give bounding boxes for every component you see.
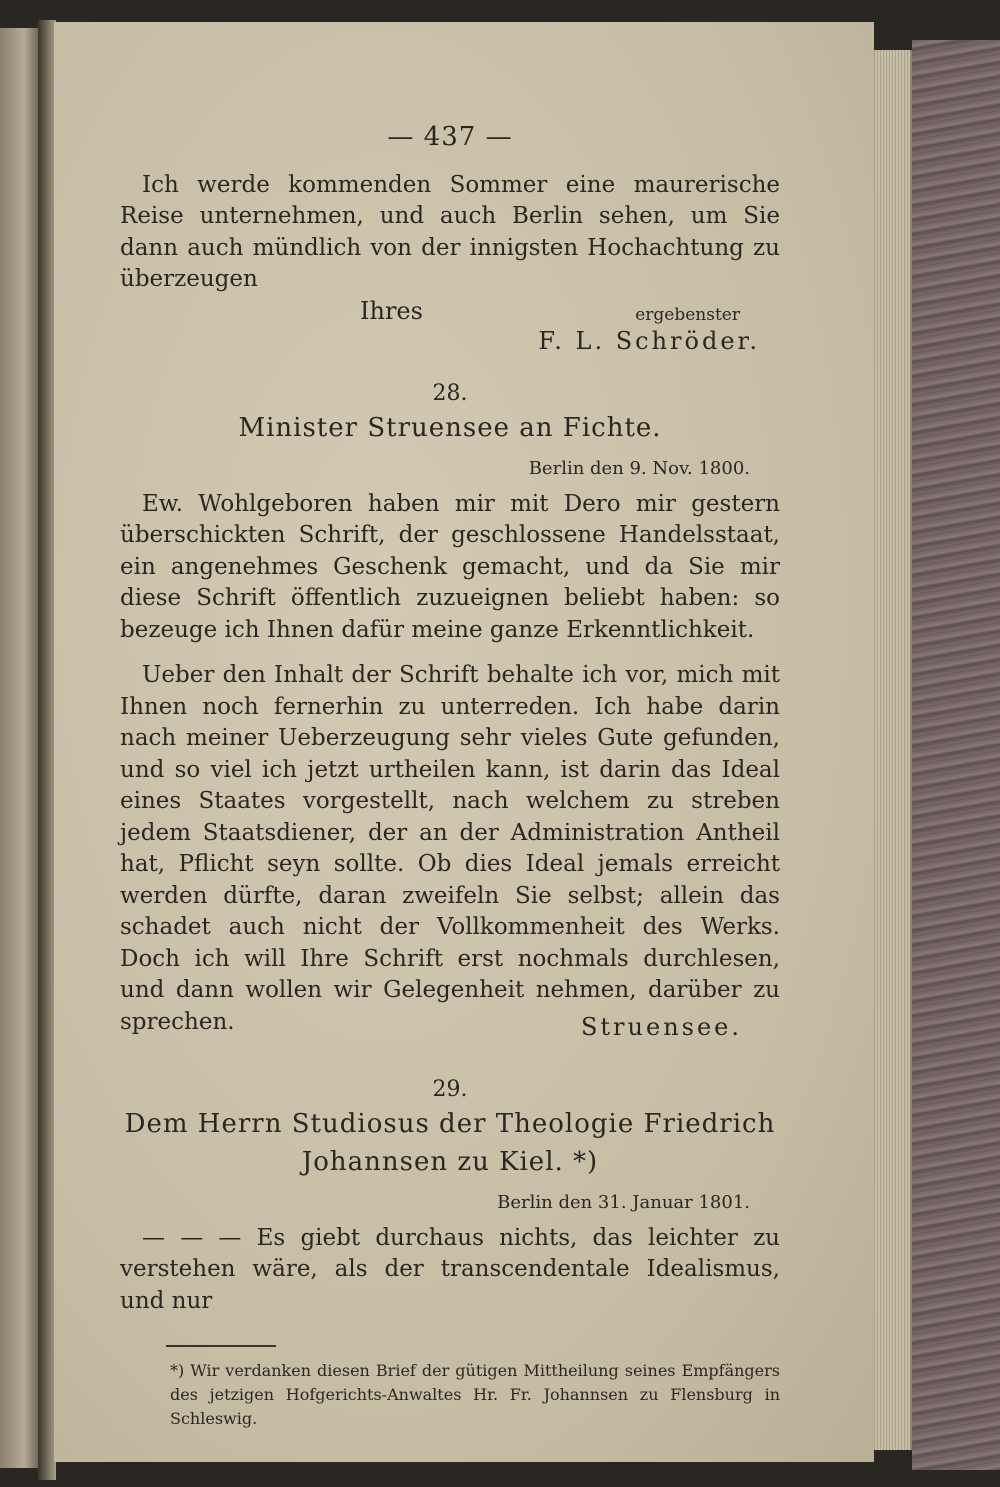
footnote: *) Wir verdanken diesen Brief der gütigen Mittheilung seines Empfängers des jetzigen Hofgerichts-Anwaltes Hr. Fr. Johannsen zu Flensburg in Schleswig.: [170, 1361, 780, 1428]
letter-28-paragraph-2: Ueber den Inhalt der Schrift behalte ich vor, mich mit Ihnen noch fernerhin zu unterreden. Ich habe darin nach meiner Ueberzeugung sehr vieles Gute gefunden, und so viel ich jetzt urtheilen kann, ist darin das Ideal eines Staates vorgestellt, nach welchem zu streben jedem Staatsdiener, der an der Administration Antheil hat, Pflicht seyn sollte. Ob dies Ideal jemals erreicht werden dürfte, daran zweifeln Sie selbst; allein das schadet auch nicht der Vollkommenheit des Werks. Doch ich will Ihre Schrift erst nochmals durchlesen, und dann wollen wir Gelegenheit nehmen, darüber zu sprechen.: [120, 662, 780, 1035]
letter-28-number: 28.: [432, 380, 468, 406]
letter-29-body: — — — Es giebt durchaus nichts, das leichter zu verstehen wäre, als der transcendentale Idealismus, und nur: [120, 1224, 780, 1314]
closing-ergebenster: ergebenster: [635, 304, 740, 325]
footnote-rule: [166, 1345, 276, 1347]
book-page: [54, 22, 874, 1462]
letter-28-date: Berlin den 9. Nov. 1800.: [528, 458, 750, 479]
letter-28-heading: Minister Struensee an Fichte.: [238, 413, 662, 443]
letter-27-signature: F. L. Schröder.: [538, 326, 760, 355]
letter-29-heading-line-1: Dem Herrn Studiosus der Theologie Friedrich: [124, 1109, 776, 1139]
page-edges: [872, 50, 913, 1450]
book-cover: [912, 40, 1000, 1470]
letter-28-paragraph-1: Ew. Wohlgeboren haben mir mit Dero mir gestern überschickten Schrift, der geschlossene Handelsstaat, ein angenehmes Geschenk gemacht, und da Sie mir diese Schrift öffentlich zuzueignen beliebt haben: so bezeuge ich Ihnen dafür meine ganze Erkenntlichkeit.: [120, 490, 780, 643]
letter-29-date: Berlin den 31. Januar 1801.: [497, 1192, 750, 1213]
left-page-edge: [0, 28, 40, 1468]
page-number: — 437 —: [387, 122, 513, 152]
letter-27-body: Ich werde kommenden Sommer eine maurerische Reise unternehmen, und auch Berlin sehen, um Sie dann auch mündlich von der innigsten Hochachtung zu überzeugen: [120, 171, 780, 292]
letter-29-heading-line-2: Johannsen zu Kiel. *): [301, 1147, 599, 1177]
letter-29-number: 29.: [432, 1076, 468, 1102]
letter-27-closing: [120, 296, 780, 360]
closing-ihres: Ihres: [360, 296, 423, 325]
letter-28-signature: Struensee.: [580, 1013, 742, 1041]
page-content: [120, 122, 780, 1431]
